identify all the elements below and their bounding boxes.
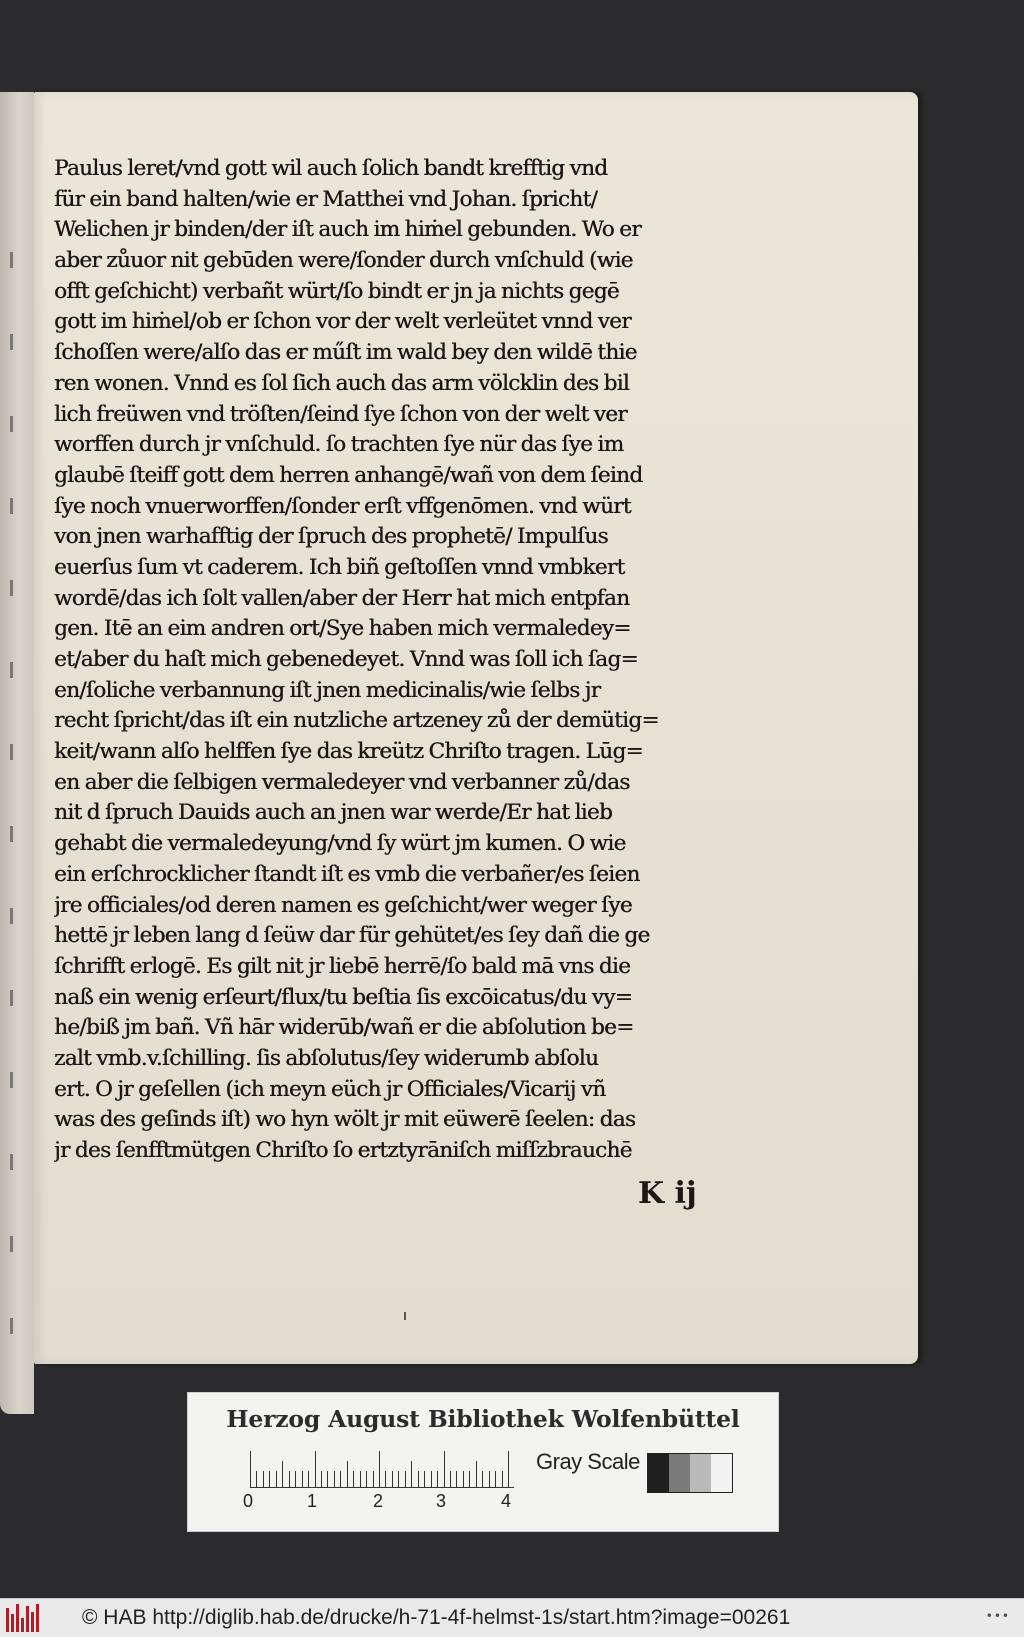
logo-bar (26, 1606, 29, 1632)
gray-scale-label: Gray Scale (536, 1449, 640, 1474)
logo-bar (16, 1604, 19, 1632)
logo-bar (31, 1612, 34, 1632)
text-line: worffen durch jr vnſchuld. ſo trachten ſye nür das ſye im (54, 432, 624, 458)
ruler-tick (308, 1471, 309, 1487)
gray-swatch (669, 1454, 690, 1492)
text-line: gehabt die vermaledeyung/vnd ſy würt jm kumen. O wie (54, 831, 626, 857)
ruler-tick (315, 1451, 316, 1487)
ruler-tick (450, 1471, 451, 1487)
ruler-tick (418, 1471, 419, 1487)
ruler-number: 3 (436, 1491, 447, 1511)
text-line: en aber die ſelbigen vermaledeyer vnd verbanner zů/das (54, 769, 630, 795)
ruler-tick (276, 1471, 277, 1487)
page-text (54, 154, 794, 1167)
text-line: was des geſinds iſt) wo hyn wölt jr mit eüwerē ſeelen: das (54, 1107, 636, 1133)
previous-page-marks (4, 252, 28, 1252)
ruler-tick (366, 1471, 367, 1487)
ruler-tick (263, 1471, 264, 1487)
text-line: en/ſoliche verbannung iſt jnen medicinalis/wie ſelbs jr (54, 677, 601, 703)
page-speck (404, 1312, 406, 1320)
ruler-tick (489, 1471, 490, 1487)
text-line: keit/wann alſo helffen ſye das kreütz Chriſto tragen. Lūg= (54, 739, 643, 765)
ruler-tick (385, 1471, 386, 1487)
ruler-tick (340, 1471, 341, 1487)
ruler-tick (463, 1471, 464, 1487)
previous-page-edge (0, 92, 34, 1414)
text-line: Welichen jr binden/der iſt auch im hiṁel gebunden. Wo er (54, 217, 641, 243)
ruler-tick (502, 1471, 503, 1487)
copyright-url[interactable]: © HAB http://diglib.hab.de/drucke/h-71-4f-helmst-1s/start.htm?image=00261 (82, 1606, 791, 1629)
ruler-tick (495, 1471, 496, 1487)
ruler-tick (269, 1471, 270, 1487)
text-line: ſye noch vnuerworffen/ſonder erſt vffgenōmen. vnd würt (54, 493, 631, 519)
text-line: wordē/das ich ſolt vallen/aber der Herr hat mich entpfan (54, 585, 630, 611)
ruler-tick (482, 1471, 483, 1487)
color-scale-card (187, 1392, 779, 1532)
text-line: jre officiales/od deren namen es geſchicht/wer weger ſye (54, 892, 632, 918)
gray-swatch (690, 1454, 711, 1492)
ruler-tick (250, 1451, 251, 1487)
ruler-number: 4 (501, 1491, 512, 1511)
text-line: et/aber du haſt mich gebenedeyet. Vnnd was ſoll ich ſag= (54, 647, 638, 672)
ruler-tick (295, 1471, 296, 1487)
logo-bar (21, 1618, 24, 1632)
ruler-tick (334, 1471, 335, 1487)
ruler-tick (302, 1471, 303, 1487)
ruler-tick (444, 1451, 445, 1487)
text-line: jr des ſenfftmütgen Chriſto ſo ertztyrāniſch miſſzbrauchē (54, 1138, 632, 1163)
logo-bar (11, 1614, 14, 1632)
text-line: zalt vmb.v.ſchilling. ſis abſolutus/ſey widerumb abſolu (54, 1045, 599, 1071)
gray-swatch (648, 1454, 669, 1492)
book-page (34, 92, 918, 1364)
ruler-tick (398, 1471, 399, 1487)
text-line: recht ſpricht/das iſt ein nutzliche artzeney zů der demütig= (54, 708, 659, 734)
text-line: ſchoſſen were/alſo das er műſt im wald bey den wildē thie (54, 340, 637, 366)
ruler-tick (456, 1471, 457, 1487)
text-line: offt geſchicht) verbañt würt/ſo bindt er jn ja nichts gegē (54, 278, 619, 304)
ruler-tick (392, 1471, 393, 1487)
signature-mark: K ij (638, 1176, 697, 1211)
ruler-tick (347, 1461, 348, 1487)
ruler-tick (256, 1471, 257, 1487)
text-line: Paulus leret/vnd gott wil auch ſolich bandt krefftig vnd (54, 156, 608, 181)
ruler-tick (360, 1471, 361, 1487)
text-line: he/biß jm bañ. Vñ hār widerūb/wañ er die abſolution be= (54, 1015, 634, 1041)
ruler-tick (321, 1471, 322, 1487)
text-line: gen. Itē an eim andren ort/Sye haben mich vermaledey= (54, 616, 631, 642)
ruler-tick (476, 1461, 477, 1487)
ruler-tick (431, 1471, 432, 1487)
ruler-tick (411, 1461, 412, 1487)
ruler-number: 2 (373, 1491, 384, 1511)
text-line: nit d ſpruch Dauids auch an jnen war werde/Er hat lieb (54, 800, 613, 826)
more-options-icon[interactable]: ••• (985, 1609, 1010, 1623)
text-line: hettē jr leben lang d ſeüw dar für gehütet/es ſey dañ die ge (54, 923, 650, 949)
ruler-tick (353, 1471, 354, 1487)
status-bar (0, 1598, 1024, 1637)
logo-bar (36, 1604, 39, 1632)
text-line: aber zůuor nit gebūden were/ſonder durch vnſchuld (wie (54, 248, 633, 274)
text-line: lich freüwen vnd tröſten/ſeind ſye ſchon von der welt ver (54, 401, 627, 427)
hab-logo-icon (6, 1604, 46, 1632)
text-line: naß ein wenig erſeurt/flux/tu beſtia ſis excōicatus/du vy= (54, 984, 633, 1010)
text-line: ert. O jr geſellen (ich meyn eüch jr Officiales/Vicarij vñ (54, 1076, 606, 1102)
ruler-tick (282, 1461, 283, 1487)
text-line: euerſus ſum vt caderem. Ich biñ geſtoſſen vnnd vmbkert (54, 554, 625, 580)
text-line: glaubē ſteiff gott dem herren anhangē/wañ von dem ſeind (54, 462, 643, 488)
text-line: ein erſchrocklicher ſtandt iſt es vmb die verbañer/es ſeien (54, 861, 640, 887)
text-line: gott im hiṁel/ob er ſchon vor der welt verleütet vnnd ver (54, 309, 631, 335)
ruler-tick (289, 1471, 290, 1487)
ruler-tick (373, 1471, 374, 1487)
text-line: von jnen warhafftig der ſpruch des prophetē/ Impulſus (54, 524, 608, 550)
ruler-tick (437, 1471, 438, 1487)
gray-swatch (711, 1454, 732, 1492)
logo-bar (6, 1608, 9, 1632)
ruler-tick (379, 1451, 380, 1487)
ruler-tick (508, 1451, 509, 1487)
ruler-tick (469, 1471, 470, 1487)
ruler-number: 1 (307, 1491, 318, 1511)
ruler-tick (327, 1471, 328, 1487)
text-line: ren wonen. Vnnd es ſol ſich auch das arm völcklin des bil (54, 370, 630, 396)
text-line: für ein band halten/wie er Matthei vnd Johan. ſpricht/ (54, 186, 598, 212)
ruler-number: 0 (243, 1491, 254, 1511)
ruler-tick (405, 1471, 406, 1487)
text-line: ſchrifft erlogē. Es gilt nit jr liebē herrē/ſo bald mā vns die (54, 953, 631, 979)
ruler (250, 1451, 514, 1488)
gray-scale-swatches (647, 1453, 733, 1493)
library-name: Herzog August Bibliothek Wolfenbüttel (226, 1405, 740, 1433)
ruler-numbers (243, 1491, 543, 1515)
ruler-tick (424, 1471, 425, 1487)
